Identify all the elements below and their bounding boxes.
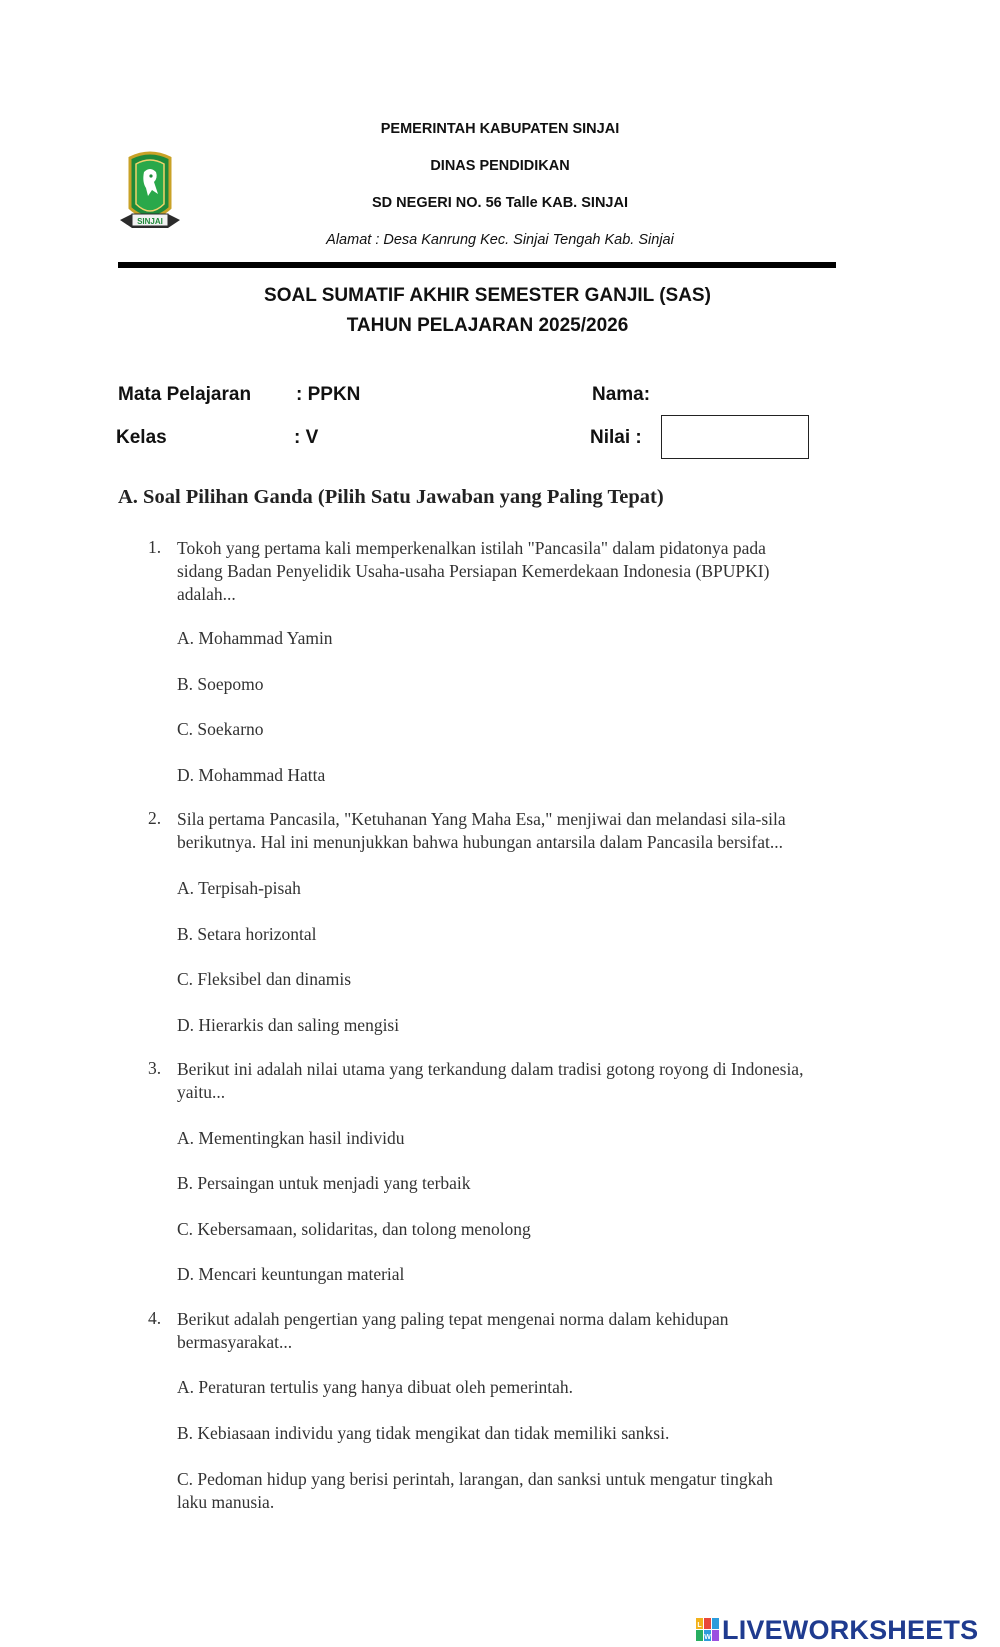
class-value: : V (294, 427, 319, 448)
liveworksheets-brand: LIVEWORKSHEETS (722, 1614, 979, 1645)
subject-label: Mata Pelajaran (118, 384, 252, 405)
answer-option[interactable]: B. Persaingan untuk menjadi yang terbaik (177, 1173, 471, 1193)
question-number: 2. (148, 808, 162, 828)
logo-text: SINJAI (137, 217, 163, 226)
school-name: SD NEGERI NO. 56 Talle KAB. SINJAI (372, 195, 628, 211)
letterhead-divider (118, 262, 836, 268)
department-name: DINAS PENDIDIKAN (430, 158, 570, 174)
class-label: Kelas (116, 427, 167, 448)
answer-option[interactable]: C. Fleksibel dan dinamis (177, 969, 352, 989)
question-number: 3. (148, 1058, 162, 1078)
liveworksheets-watermark (696, 1616, 978, 1644)
exam-title: SOAL SUMATIF AKHIR SEMESTER GANJIL (SAS) (264, 285, 711, 306)
answer-option[interactable]: A. Terpisah-pisah (177, 878, 301, 898)
answer-option[interactable]: C. Soekarno (177, 719, 264, 739)
question-text: Sila pertama Pancasila, "Ketuhanan Yang Maha Esa," menjiwai dan melandasi sila-sila berikutnya. Hal ini menunjukkan bahwa hubungan antarsila dalam Pancasila bersifat... (177, 809, 786, 852)
logo-letter: L (697, 1622, 702, 1629)
logo-letter: W (704, 1634, 711, 1641)
question-number: 1. (148, 537, 162, 557)
answer-option[interactable]: A. Mohammad Yamin (177, 628, 333, 648)
academic-year: TAHUN PELAJARAN 2025/2026 (346, 315, 629, 336)
question-text: Berikut ini adalah nilai utama yang terkandung dalam tradisi gotong royong di Indonesia, yaitu... (177, 1059, 804, 1102)
subject-value: : PPKN (296, 384, 361, 405)
answer-option[interactable]: A. Peraturan tertulis yang hanya dibuat oleh pemerintah. (177, 1377, 574, 1397)
answer-option[interactable]: D. Hierarkis dan saling mengisi (177, 1015, 400, 1035)
question-number: 4. (148, 1308, 162, 1328)
name-label: Nama: (592, 384, 651, 405)
answer-option[interactable]: C. Kebersamaan, solidaritas, dan tolong menolong (177, 1219, 531, 1239)
liveworksheets-logo-icon (696, 1618, 720, 1642)
school-address: Alamat : Desa Kanrung Kec. Sinjai Tengah Kab. Sinjai (326, 232, 674, 248)
answer-option[interactable]: C. Pedoman hidup yang berisi perintah, larangan, dan sanksi untuk mengatur tingkah laku manusia. (177, 1469, 773, 1512)
question-text: Berikut adalah pengertian yang paling tepat mengenai norma dalam kehidupan bermasyarakat... (177, 1309, 729, 1352)
score-label: Nilai : (590, 427, 642, 448)
answer-option[interactable]: D. Mencari keuntungan material (177, 1264, 405, 1284)
agency-name: PEMERINTAH KABUPATEN SINJAI (380, 121, 620, 137)
answer-option[interactable]: B. Kebiasaan individu yang tidak mengikat dan tidak memiliki sanksi. (177, 1423, 670, 1443)
answer-option[interactable]: B. Soepomo (177, 674, 264, 694)
answer-option[interactable]: D. Mohammad Hatta (177, 765, 326, 785)
answer-option[interactable]: B. Setara horizontal (177, 924, 317, 944)
question-text: Tokoh yang pertama kali memperkenalkan istilah "Pancasila" dalam pidatonya pada sidang Badan Penyelidik Usaha-usaha Persiapan Kemerdekaan Indonesia (BPUPKI) adalah... (177, 538, 770, 604)
regency-emblem-logo (118, 150, 182, 240)
section-a-title: A. Soal Pilihan Ganda (Pilih Satu Jawaban yang Paling Tepat) (118, 486, 664, 508)
score-box[interactable] (661, 415, 809, 459)
answer-option[interactable]: A. Mementingkan hasil individu (177, 1128, 405, 1148)
